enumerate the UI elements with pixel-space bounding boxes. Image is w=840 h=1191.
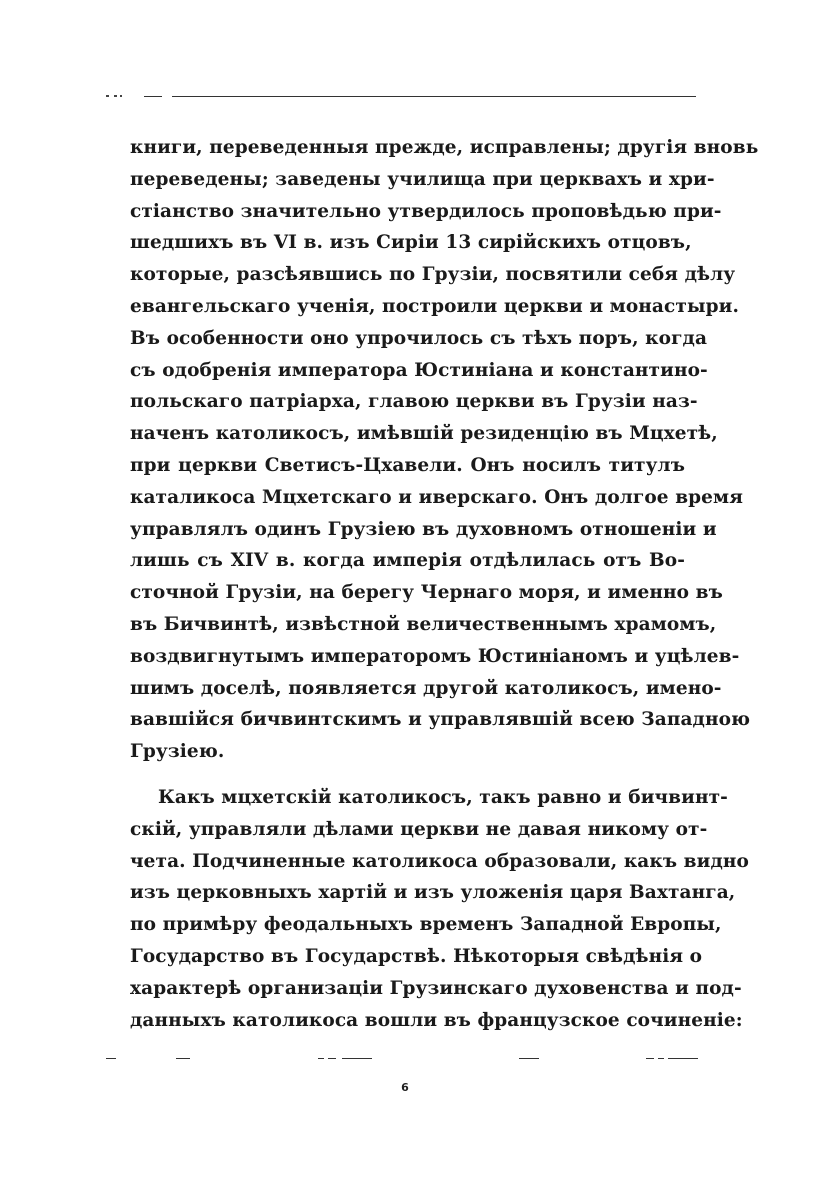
paragraph-1 — [130, 132, 759, 768]
text-line: шимъ доселѣ, появляется другой католикосъ, имено- — [130, 677, 722, 699]
text-line: каталикоса Мцхетскаго и иверскаго. Онъ долгое время — [130, 486, 743, 508]
text-line: стіанство значительно утвердилось проповѣдью при- — [130, 200, 722, 222]
text-line: Грузіею. — [130, 741, 225, 763]
text-line: скій, управляли дѣлами церкви не давая никому от- — [130, 818, 708, 840]
text-line: евангельскаго ученія, построили церкви и монастыри. — [130, 295, 739, 317]
text-line: шедшихъ въ VI в. изъ Сиріи 13 сирійскихъ отцовъ, — [130, 232, 692, 254]
text-line: польскаго патріарха, главою церкви въ Грузіи наз- — [130, 391, 698, 413]
top-rule-line — [172, 96, 696, 97]
text-line: наченъ католикосъ, имѣвшій резиденцію въ Мцхетѣ, — [130, 423, 718, 445]
text-line: данныхъ католикоса вошли въ французское сочиненіе: — [130, 1009, 743, 1031]
text-line: управлялъ одинъ Грузіею въ духовномъ отношеніи и — [130, 518, 717, 540]
text-line: вавшійся бичвинтскимъ и управлявшій всею Западною — [130, 709, 751, 731]
text-line: сточной Грузіи, на берегу Чернаго моря, и именно въ — [130, 582, 723, 604]
text-line: лишь съ XIV в. когда имперія отдѣлилась отъ Во- — [130, 550, 685, 572]
body-text — [130, 132, 759, 1036]
paragraph-2 — [130, 782, 749, 1036]
text-line: съ одобренія императора Юстиніана и константино- — [130, 359, 708, 381]
text-line: Какъ мцхетскій католикосъ, такъ равно и бичвинт- — [158, 786, 728, 808]
text-line: книги, переведенныя прежде, исправлены; другія вновь — [130, 137, 759, 158]
bottom-rule-marks — [106, 1058, 698, 1062]
text-line: переведены; заведены училища при церквахъ и хри- — [130, 168, 715, 190]
text-line: чета. Подчиненные католикоса образовали, какъ видно — [130, 850, 749, 872]
text-line: Государство въ Государствѣ. Нѣкоторыя свѣдѣнія о — [130, 945, 703, 967]
text-line: изъ церковныхъ хартій и изъ уложенія царя Вахтанга, — [130, 882, 736, 904]
text-line: Въ особенности оно упрочилось съ тѣхъ поръ, когда — [130, 327, 708, 349]
text-line: въ Бичвинтѣ, извѣстной величественнымъ храмомъ, — [130, 613, 717, 635]
text-line: при церкви Светисъ-Цхавели. Онъ носилъ титулъ — [130, 454, 685, 476]
top-rule-dash — [144, 96, 162, 97]
text-line: воздвигнутымъ императоромъ Юстиніаномъ и уцѣлев- — [130, 645, 740, 667]
paragraph-gap — [130, 768, 685, 782]
text-line: характерѣ организаціи Грузинскаго духовенства и под- — [130, 977, 742, 999]
top-rule — [106, 93, 696, 101]
text-line: которые, разсѣявшись по Грузіи, посвятили себя дѣлу — [130, 264, 736, 286]
top-rule-marks — [106, 95, 136, 97]
page-number: 6 — [401, 1081, 409, 1094]
text-line: по примѣру феодальныхъ временъ Западной Европы, — [130, 914, 722, 936]
